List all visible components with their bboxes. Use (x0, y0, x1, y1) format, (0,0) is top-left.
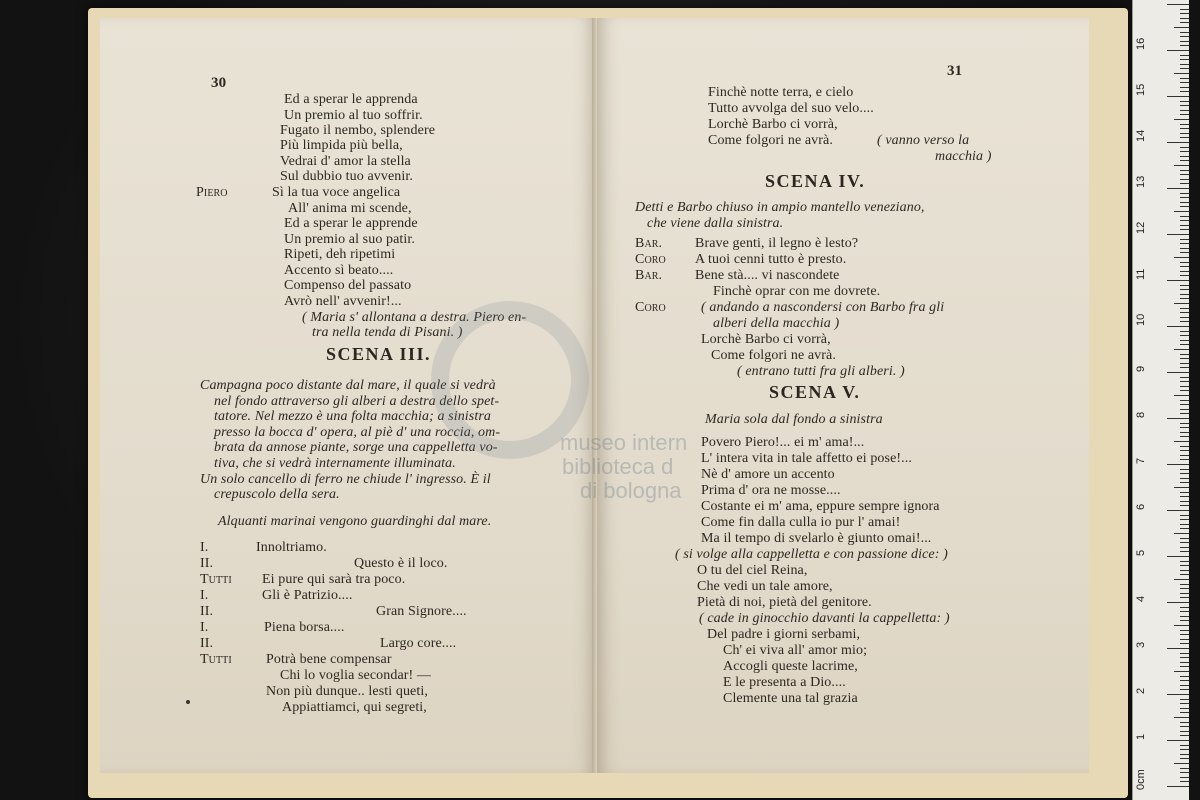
ruler-tick (1180, 588, 1189, 589)
ruler-tick (1180, 174, 1189, 175)
ruler-tick (1180, 699, 1189, 700)
ruler-tick (1180, 616, 1189, 617)
ruler-tick (1180, 473, 1189, 474)
ruler-number: 8 (1135, 411, 1147, 418)
stage-direction: macchia ) (935, 149, 992, 164)
ruler-number: 14 (1135, 129, 1147, 142)
ruler-tick (1180, 666, 1189, 667)
ruler-tick (1180, 708, 1189, 709)
page-number: 31 (947, 63, 963, 79)
verse-line: Pietà di noi, pietà del genitore. (697, 595, 872, 610)
verse-line: Sì la tua voce angelica (272, 185, 401, 200)
ruler-tick (1180, 59, 1189, 60)
ruler-tick (1180, 768, 1189, 769)
stage-direction: tra nella tenda di Pisani. ) (312, 325, 463, 340)
ruler-tick (1180, 505, 1189, 506)
ruler-number: 7 (1135, 457, 1147, 464)
ruler-tick (1180, 611, 1189, 612)
ruler-tick (1180, 22, 1189, 23)
ruler-number: 2 (1135, 687, 1147, 694)
ruler-tick (1180, 202, 1189, 203)
scene-description: crepuscolo della sera. (214, 487, 340, 502)
dialogue-line: Largo core.... (380, 636, 457, 651)
ruler-tick (1167, 142, 1189, 143)
verse-line: Ed a sperar le apprenda (284, 92, 418, 107)
ruler-tick (1174, 165, 1189, 166)
verse-line: O tu del ciel Reina, (697, 563, 808, 578)
ruler-tick (1167, 372, 1189, 373)
scene-heading: SCENA III. (326, 344, 432, 364)
ruler-tick (1180, 64, 1189, 65)
ruler-tick (1180, 335, 1189, 336)
ruler-tick (1180, 731, 1189, 732)
verse-line: Lorchè Barbo ci vorrà, (708, 117, 838, 132)
ruler-tick (1180, 459, 1189, 460)
verse-line: E le presenta a Dio.... (723, 675, 846, 690)
ruler-tick (1167, 602, 1189, 603)
speaker-name: Tutti (200, 572, 232, 587)
ruler-tick (1180, 248, 1189, 249)
verse-line: Come fin dalla culla io pur l' amai! (701, 515, 901, 530)
ruler-tick (1167, 234, 1189, 235)
ruler-tick (1180, 170, 1189, 171)
ruler-tick (1180, 197, 1189, 198)
verse-line: Chi lo voglia secondar! — (280, 668, 432, 683)
dialogue-line: Potrà bene compensar (266, 652, 392, 667)
ruler-number: 3 (1135, 641, 1147, 648)
ruler-tick (1174, 763, 1189, 764)
ruler-tick (1180, 156, 1189, 157)
ruler-tick (1174, 211, 1189, 212)
ruler-tick (1180, 160, 1189, 161)
verse-line: All' anima mi scende, (288, 201, 412, 216)
ruler-tick (1180, 501, 1189, 502)
verse-line: Fugato il nembo, splendere (280, 123, 436, 138)
verse-line: Nè d' amore un accento (701, 467, 835, 482)
ruler-tick (1180, 565, 1189, 566)
ruler-tick (1180, 363, 1189, 364)
ruler-tick (1174, 395, 1189, 396)
verse-line: Costante ei m' ama, eppure sempre ignora (701, 499, 940, 514)
scene-description: Un solo cancello di ferro ne chiude l' ingresso. È il (200, 472, 491, 487)
ruler-number: 6 (1135, 503, 1147, 510)
stage-direction: ( cade in ginocchio davanti la cappelletta: ) (699, 611, 950, 626)
ruler-tick (1180, 331, 1189, 332)
scene-description: tatore. Nel mezzo è una folta macchia; a sinistra (214, 409, 491, 424)
stage-direction: Alquanti marinai vengono guardinghi dal mare. (218, 514, 492, 529)
stage-direction: ( andando a nascondersi con Barbo fra gli (701, 300, 945, 315)
ruler-tick (1180, 749, 1189, 750)
dialogue-line: Piena borsa.... (264, 620, 345, 635)
ruler-tick (1180, 78, 1189, 79)
verse-line: Un premio al suo patir. (284, 232, 415, 247)
ruler-tick (1167, 4, 1189, 5)
ruler-tick (1180, 597, 1189, 598)
ruler-number: 5 (1135, 549, 1147, 556)
ruler-number: 4 (1135, 595, 1147, 602)
verse-line: Più limpida più bella, (280, 138, 403, 153)
ruler-tick (1180, 551, 1189, 552)
dialogue-line: Questo è il loco. (354, 556, 448, 571)
ruler-tick (1180, 344, 1189, 345)
ruler-tick (1180, 105, 1189, 106)
ruler-tick (1180, 381, 1189, 382)
ruler-tick (1180, 294, 1189, 295)
verse-line: Prima d' ora ne mosse.... (701, 483, 841, 498)
ruler-tick (1174, 27, 1189, 28)
ruler-tick (1180, 55, 1189, 56)
speaker-name: I. (200, 540, 209, 555)
ruler-tick (1180, 754, 1189, 755)
verse-line: Avrò nell' avvenir!... (284, 294, 402, 309)
ruler-tick (1180, 321, 1189, 322)
ruler-tick (1180, 225, 1189, 226)
scene-description: Detti e Barbo chiuso in ampio mantello veneziano, (635, 200, 925, 215)
ruler-tick (1180, 413, 1189, 414)
ruler-tick (1180, 607, 1189, 608)
ruler-tick (1180, 390, 1189, 391)
ruler-tick (1180, 271, 1189, 272)
scene-description: brata da annose piante, sorge una cappelletta vo- (214, 440, 498, 455)
dialogue-line: Ei pure qui sarà tra poco. (262, 572, 406, 587)
ruler-tick (1180, 183, 1189, 184)
stage-direction: ( Maria s' allontana a destra. Piero en- (302, 310, 527, 325)
scene-description: che viene dalla sinistra. (647, 216, 784, 231)
ruler-tick (1180, 285, 1189, 286)
dialogue-line: Gran Signore.... (376, 604, 467, 619)
ruler-tick (1180, 41, 1189, 42)
ruler-tick (1180, 377, 1189, 378)
ruler-tick (1180, 432, 1189, 433)
ruler-tick (1180, 193, 1189, 194)
verse-line: L' intera vita in tale affetto ei pose!... (701, 451, 912, 466)
ruler-tick (1180, 528, 1189, 529)
ruler-tick (1180, 275, 1189, 276)
ruler-tick (1180, 450, 1189, 451)
ruler-tick (1180, 409, 1189, 410)
scene-description: Campagna poco distante dal mare, il quale si vedrà (200, 378, 496, 393)
ruler-tick (1180, 137, 1189, 138)
ruler-tick (1167, 648, 1189, 649)
scene-heading: SCENA IV. (765, 171, 866, 191)
ruler-tick (1167, 740, 1189, 741)
verse-line: Un premio al tuo soffrir. (284, 108, 423, 123)
verse-line: Povero Piero!... ei m' ama!... (701, 435, 865, 450)
verse-line: Accento sì beato.... (284, 263, 394, 278)
ruler-tick (1167, 510, 1189, 511)
ruler-tick (1180, 547, 1189, 548)
ruler-tick (1180, 151, 1189, 152)
scene-heading: SCENA V. (769, 382, 861, 402)
speaker-name: Coro (635, 252, 666, 267)
verse-line: Ma il tempo di svelarlo è giunto omai!... (701, 531, 932, 546)
verse-line: Appiattiamci, qui segreti, (282, 700, 427, 715)
verse-line: Accogli queste lacrime, (723, 659, 858, 674)
ruler-tick (1174, 73, 1189, 74)
ruler-number: 12 (1135, 221, 1147, 234)
ruler-tick (1180, 220, 1189, 221)
verse-line: Come folgori ne avrà. (711, 348, 836, 363)
speaker-name: II. (200, 556, 214, 571)
ruler-tick (1180, 630, 1189, 631)
ruler-tick (1167, 96, 1189, 97)
ruler-tick (1174, 579, 1189, 580)
ruler-tick (1180, 735, 1189, 736)
ruler-tick (1180, 685, 1189, 686)
ruler-tick (1174, 257, 1189, 258)
ruler-tick (1167, 188, 1189, 189)
ruler-tick (1180, 312, 1189, 313)
ruler-tick (1180, 386, 1189, 387)
ruler-tick (1167, 418, 1189, 419)
ruler-tick (1180, 455, 1189, 456)
verse-line: Ripeti, deh ripetimi (284, 247, 396, 262)
verse-line: Vedrai d' amor la stella (280, 154, 411, 169)
scene-description: Maria sola dal fondo a sinistra (705, 412, 883, 427)
speaker-name: II. (200, 636, 214, 651)
ruler-tick (1180, 703, 1189, 704)
verse-line: Che vedi un tale amore, (697, 579, 833, 594)
ruler-tick (1167, 556, 1189, 557)
ruler-tick (1180, 9, 1189, 10)
ruler-tick (1180, 266, 1189, 267)
ruler-tick (1180, 87, 1189, 88)
watermark-text: museo intern (560, 430, 688, 455)
ruler-tick (1180, 643, 1189, 644)
ruler-tick (1180, 367, 1189, 368)
ruler-tick (1174, 303, 1189, 304)
ruler-tick (1180, 712, 1189, 713)
ruler-tick (1180, 653, 1189, 654)
stage-direction: ( entrano tutti fra gli alberi. ) (737, 364, 905, 379)
ruler-tick (1180, 584, 1189, 585)
ruler-tick (1180, 781, 1189, 782)
dialogue-line: Bene stà.... vi nascondete (695, 268, 840, 283)
verse-line: Ch' ei viva all' amor mio; (723, 643, 868, 658)
ruler-tick (1180, 772, 1189, 773)
ruler-tick (1167, 464, 1189, 465)
ruler-tick (1180, 262, 1189, 263)
ruler-tick (1174, 119, 1189, 120)
dialogue-line: A tuoi cenni tutto è presto. (695, 252, 847, 267)
ruler-tick (1180, 519, 1189, 520)
ruler-tick (1180, 515, 1189, 516)
ruler-tick (1180, 340, 1189, 341)
ruler-number: 9 (1135, 365, 1147, 372)
speaker-name: Tutti (200, 652, 232, 667)
dialogue-line: Finchè oprar con me dovrete. (713, 284, 881, 299)
ruler-tick (1180, 657, 1189, 658)
ruler-tick (1180, 229, 1189, 230)
speaker-name: Coro (635, 300, 666, 315)
watermark-text: di bologna (580, 478, 682, 503)
verse-line: Del padre i giorni serbami, (707, 627, 861, 642)
ruler-tick (1180, 538, 1189, 539)
ruler-tick (1180, 298, 1189, 299)
ruler-number: 1 (1135, 733, 1147, 740)
verse-line: Non più dunque.. lesti queti, (266, 684, 428, 699)
ruler-tick (1180, 206, 1189, 207)
scene-description: tiva, che si vedrà internamente illuminata. (214, 456, 456, 471)
ruler-tick (1180, 662, 1189, 663)
ruler-tick (1180, 128, 1189, 129)
ruler-tick (1180, 446, 1189, 447)
ruler-tick (1167, 326, 1189, 327)
ruler-tick (1180, 110, 1189, 111)
ruler-tick (1180, 758, 1189, 759)
ruler-tick (1180, 114, 1189, 115)
ruler-tick (1180, 524, 1189, 525)
ruler-tick (1180, 101, 1189, 102)
dialogue-line: Brave genti, il legno è lesto? (695, 236, 859, 251)
ruler-tick (1180, 482, 1189, 483)
ruler-number: 13 (1135, 175, 1147, 188)
speaker-name: Bar. (635, 236, 663, 251)
ruler-tick (1180, 216, 1189, 217)
ruler-tick (1167, 786, 1189, 787)
stage-direction: ( vanno verso la (877, 133, 970, 148)
ruler-tick (1180, 478, 1189, 479)
ruler-number: 15 (1135, 83, 1147, 96)
verse-line: Sul dubbio tuo avvenir. (280, 169, 413, 184)
ruler-tick (1180, 354, 1189, 355)
ruler-tick (1174, 487, 1189, 488)
ruler-tick (1180, 91, 1189, 92)
verse-line: Clemente una tal grazia (723, 691, 858, 706)
ruler-tick (1174, 533, 1189, 534)
ruler-tick (1180, 13, 1189, 14)
ruler-tick (1180, 689, 1189, 690)
ruler-tick (1180, 436, 1189, 437)
ink-spot (186, 700, 190, 704)
speaker-name: I. (200, 620, 209, 635)
ruler-tick (1180, 561, 1189, 562)
verse-line: Lorchè Barbo ci vorrà, (701, 332, 831, 347)
ruler-tick (1167, 50, 1189, 51)
ruler-tick (1180, 722, 1189, 723)
ruler-tick (1180, 745, 1189, 746)
ruler-tick (1180, 179, 1189, 180)
ruler-tick (1180, 542, 1189, 543)
ruler-tick (1167, 694, 1189, 695)
ruler-tick (1180, 317, 1189, 318)
ruler-tick (1180, 147, 1189, 148)
ruler-tick (1180, 18, 1189, 19)
ruler-tick (1174, 441, 1189, 442)
ruler-tick (1180, 289, 1189, 290)
ruler-tick (1180, 492, 1189, 493)
page-number: 30 (211, 75, 227, 91)
speaker-name: I. (200, 588, 209, 603)
speaker-name: Piero (196, 185, 228, 200)
ruler-tick (1180, 239, 1189, 240)
ruler-tick (1180, 593, 1189, 594)
dialogue-line: Gli è Patrizio.... (262, 588, 353, 603)
ruler-number: 16 (1135, 37, 1147, 50)
ruler-tick (1180, 82, 1189, 83)
stage-direction: alberi della macchia ) (713, 316, 840, 331)
ruler-tick (1180, 726, 1189, 727)
ruler-tick (1174, 717, 1189, 718)
ruler-tick (1180, 404, 1189, 405)
ruler-tick (1180, 133, 1189, 134)
verse-line: Compenso del passato (284, 278, 412, 293)
verse-line: Ed a sperar le apprende (284, 216, 418, 231)
ruler-tick (1180, 252, 1189, 253)
ruler-number: 10 (1135, 313, 1147, 326)
ruler-tick (1180, 423, 1189, 424)
ruler-tick (1180, 620, 1189, 621)
ruler-tick (1180, 308, 1189, 309)
ruler-tick (1180, 45, 1189, 46)
ruler-tick (1174, 671, 1189, 672)
ruler-tick (1180, 574, 1189, 575)
scene-description: presso la bocca d' opera, al piè d' una roccia, om- (214, 425, 501, 440)
verse-line: Finchè notte terra, e cielo (708, 85, 854, 100)
ruler-tick (1167, 280, 1189, 281)
ruler-unit: 0cm (1135, 769, 1147, 790)
ruler-tick (1180, 243, 1189, 244)
dialogue-line: Innoltriamo. (256, 540, 327, 555)
scene-description: nel fondo attraverso gli alberi a destra dello spet- (214, 394, 500, 409)
measuring-ruler (1132, 0, 1189, 800)
ruler-number: 11 (1135, 268, 1147, 280)
ruler-tick (1180, 400, 1189, 401)
ruler-tick (1180, 680, 1189, 681)
ruler-tick (1180, 639, 1189, 640)
ruler-tick (1180, 496, 1189, 497)
ruler-tick (1180, 777, 1189, 778)
speaker-name: Bar. (635, 268, 663, 283)
ruler-tick (1180, 32, 1189, 33)
verse-line: Come folgori ne avrà. (708, 133, 833, 148)
verse-line: Tutto avvolga del suo velo.... (708, 101, 874, 116)
watermark-text: biblioteca d (562, 454, 674, 479)
ruler-tick (1180, 36, 1189, 37)
ruler-tick (1174, 625, 1189, 626)
speaker-name: II. (200, 604, 214, 619)
ruler-tick (1180, 676, 1189, 677)
ruler-tick (1180, 124, 1189, 125)
ruler-tick (1180, 570, 1189, 571)
ruler-tick (1180, 427, 1189, 428)
ruler-tick (1180, 469, 1189, 470)
ruler-tick (1180, 68, 1189, 69)
ruler-tick (1174, 349, 1189, 350)
ruler-tick (1180, 634, 1189, 635)
stage-direction: ( si volge alla cappelletta e con passione dice: ) (675, 547, 948, 562)
ruler-tick (1180, 358, 1189, 359)
